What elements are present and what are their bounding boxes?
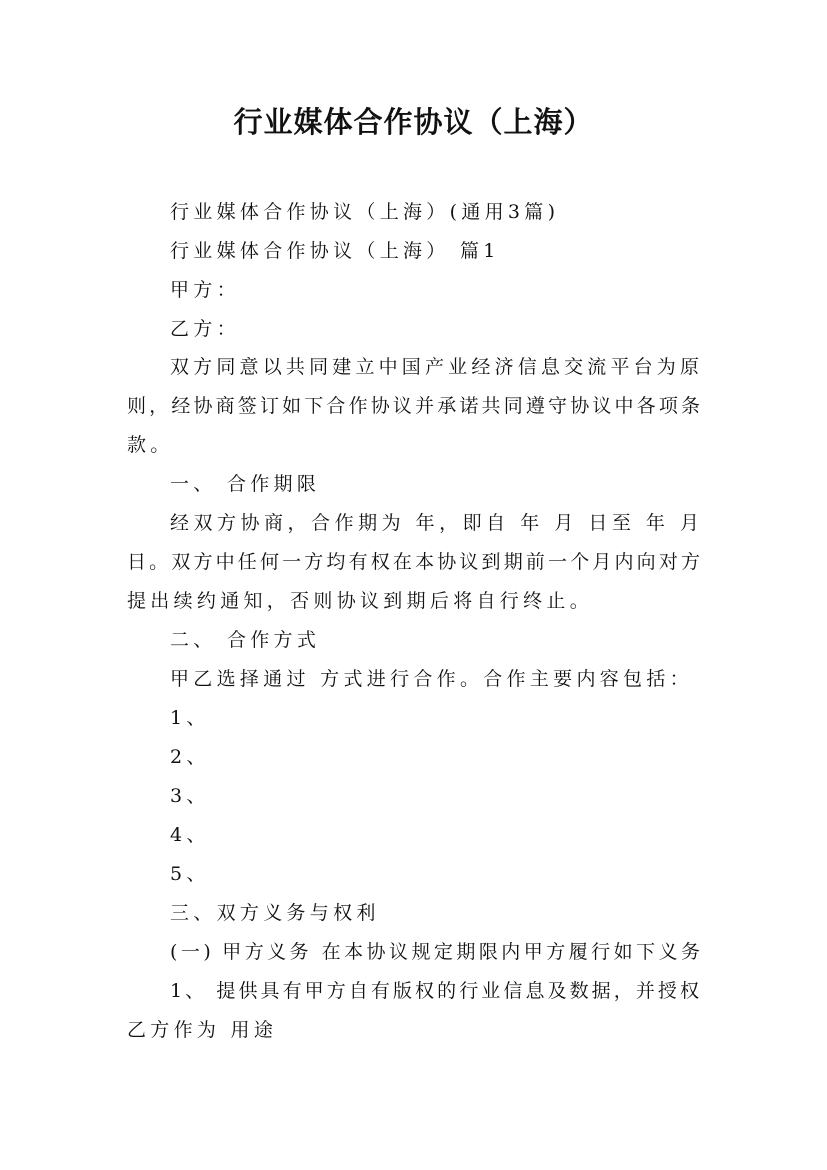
list-item: 1、 — [170, 707, 210, 729]
paragraph-line: 经双方协商，合作期为 年，即自 年 月 日至 年 月 — [170, 512, 702, 534]
party-a-line: 甲方： — [170, 279, 240, 301]
paragraph-line: 则，经协商签订如下合作协议并承诺共同遵守协议中各项条 — [127, 395, 702, 417]
paragraph-line: 1、 提供具有甲方自有版权的行业信息及数据，并授权 — [170, 980, 702, 1002]
paragraph-line: 双方同意以共同建立中国产业经济信息交流平台为原 — [170, 356, 702, 378]
list-item: 3、 — [170, 785, 210, 807]
paragraph-line: (一) 甲方义务 在本协议规定期限内甲方履行如下义务 — [170, 941, 702, 963]
party-b-line: 乙方： — [170, 318, 240, 340]
list-item: 4、 — [170, 824, 210, 846]
subtitle-line: 行业媒体合作协议（上海）(通用3篇) — [170, 201, 560, 223]
paragraph-line: 款。 — [127, 434, 174, 456]
list-item: 5、 — [170, 863, 210, 885]
paragraph-line: 日。双方中任何一方均有权在本协议到期前一个月内向对方 — [127, 551, 702, 573]
clause-heading-obligations: 三、双方义务与权利 — [170, 902, 380, 924]
clause-heading-term: 一、 合作期限 — [170, 473, 321, 495]
paragraph-line: 提出续约通知，否则协议到期后将自行终止。 — [127, 590, 594, 612]
section-heading-1: 行业媒体合作协议（上海） 篇1 — [170, 240, 500, 262]
list-item: 2、 — [170, 746, 210, 768]
paragraph-line: 乙方作为 用途 — [127, 1019, 278, 1041]
clause-heading-method: 二、 合作方式 — [170, 629, 321, 651]
paragraph-line: 甲乙选择通过 方式进行合作。合作主要内容包括： — [170, 668, 693, 690]
document-title: 行业媒体合作协议（上海） — [233, 105, 594, 139]
